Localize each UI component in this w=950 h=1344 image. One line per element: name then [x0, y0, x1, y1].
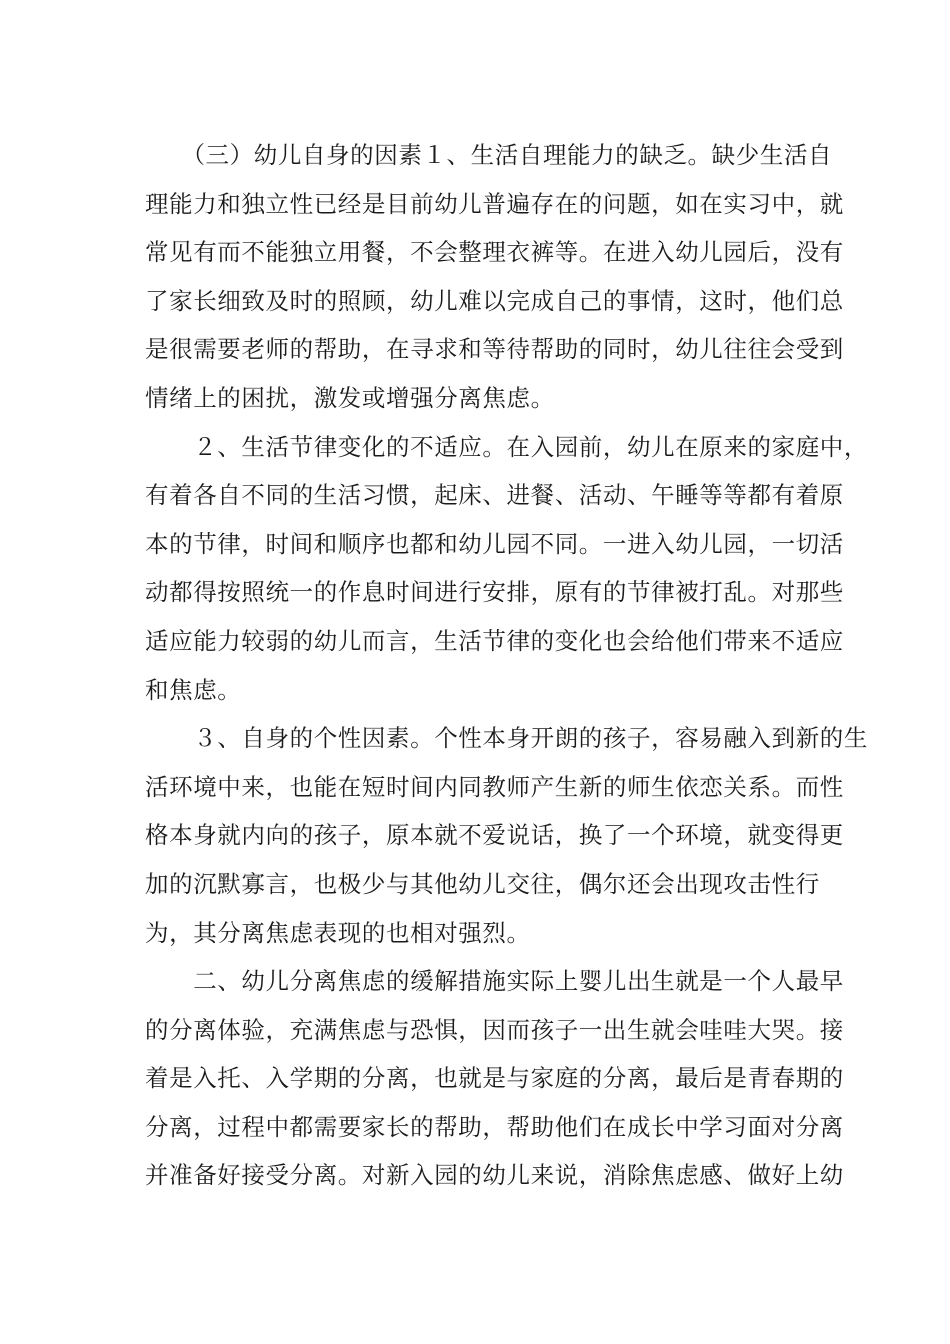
text-line: 加的沉默寡言，也极少与其他幼儿交往，偶尔还会出现攻击性行	[145, 869, 820, 898]
paragraph-1	[145, 131, 844, 423]
text-line: 本的节律，时间和顺序也都和幼儿园不同。一进入幼儿园，一切活	[145, 529, 844, 558]
paragraph-3	[145, 714, 868, 957]
text-line: 动都得按照统一的作息时间进行安排，原有的节律被打乱。对那些	[145, 578, 844, 607]
text-line: 有着各自不同的生活习惯，起床、进餐、活动、午睡等等都有着原	[145, 481, 844, 510]
text-line: 着是入托、入学期的分离，也就是与家庭的分离，最后是青春期的	[145, 1064, 844, 1093]
text-line: 理能力和独立性已经是目前幼儿普遍存在的问题，如在实习中，就	[145, 189, 844, 218]
text-line: 了家长细致及时的照顾，幼儿难以完成自己的事情，这时，他们总	[145, 286, 844, 315]
text-line: 格本身就内向的孩子，原本就不爱说话，换了一个环境，就变得更	[145, 821, 844, 850]
text-line: 和焦虑。	[145, 675, 242, 704]
text-line: 分离，过程中都需要家长的帮助，帮助他们在成长中学习面对分离	[145, 1112, 844, 1141]
paragraph-4	[145, 957, 844, 1200]
text-line: 并准备好接受分离。对新入园的幼儿来说，消除焦虑感、做好上幼	[145, 1161, 844, 1190]
text-line: （三）幼儿自身的因素１、生活自理能力的缺乏。缺少生活自	[145, 141, 833, 169]
text-line: 是很需要老师的帮助，在寻求和等待帮助的同时，幼儿往往会受到	[145, 335, 844, 364]
text-line: 活环境中来，也能在短时间内同教师产生新的师生依恋关系。而性	[145, 772, 844, 801]
text-line: 二、幼儿分离焦虑的缓解措施实际上婴儿出生就是一个人最早	[145, 967, 844, 996]
text-line: 常见有而不能独立用餐，不会整理衣裤等。在进入幼儿园后，没有	[145, 238, 844, 267]
text-line: 的分离体验，充满焦虑与恐惧，因而孩子一出生就会哇哇大哭。接	[145, 1015, 844, 1044]
text-line: ２、生活节律变化的不适应。在入园前，幼儿在原来的家庭中，	[145, 432, 868, 461]
text-line: ３、自身的个性因素。个性本身开朗的孩子，容易融入到新的生	[145, 724, 868, 753]
body-text	[145, 131, 868, 1200]
text-line: 适应能力较弱的幼儿而言，生活节律的变化也会给他们带来不适应	[145, 626, 844, 655]
text-line: 情绪上的困扰，激发或增强分离焦虑。	[145, 383, 555, 412]
text-line: 为，其分离焦虑表现的也相对强烈。	[145, 918, 531, 947]
paragraph-2	[145, 423, 868, 715]
